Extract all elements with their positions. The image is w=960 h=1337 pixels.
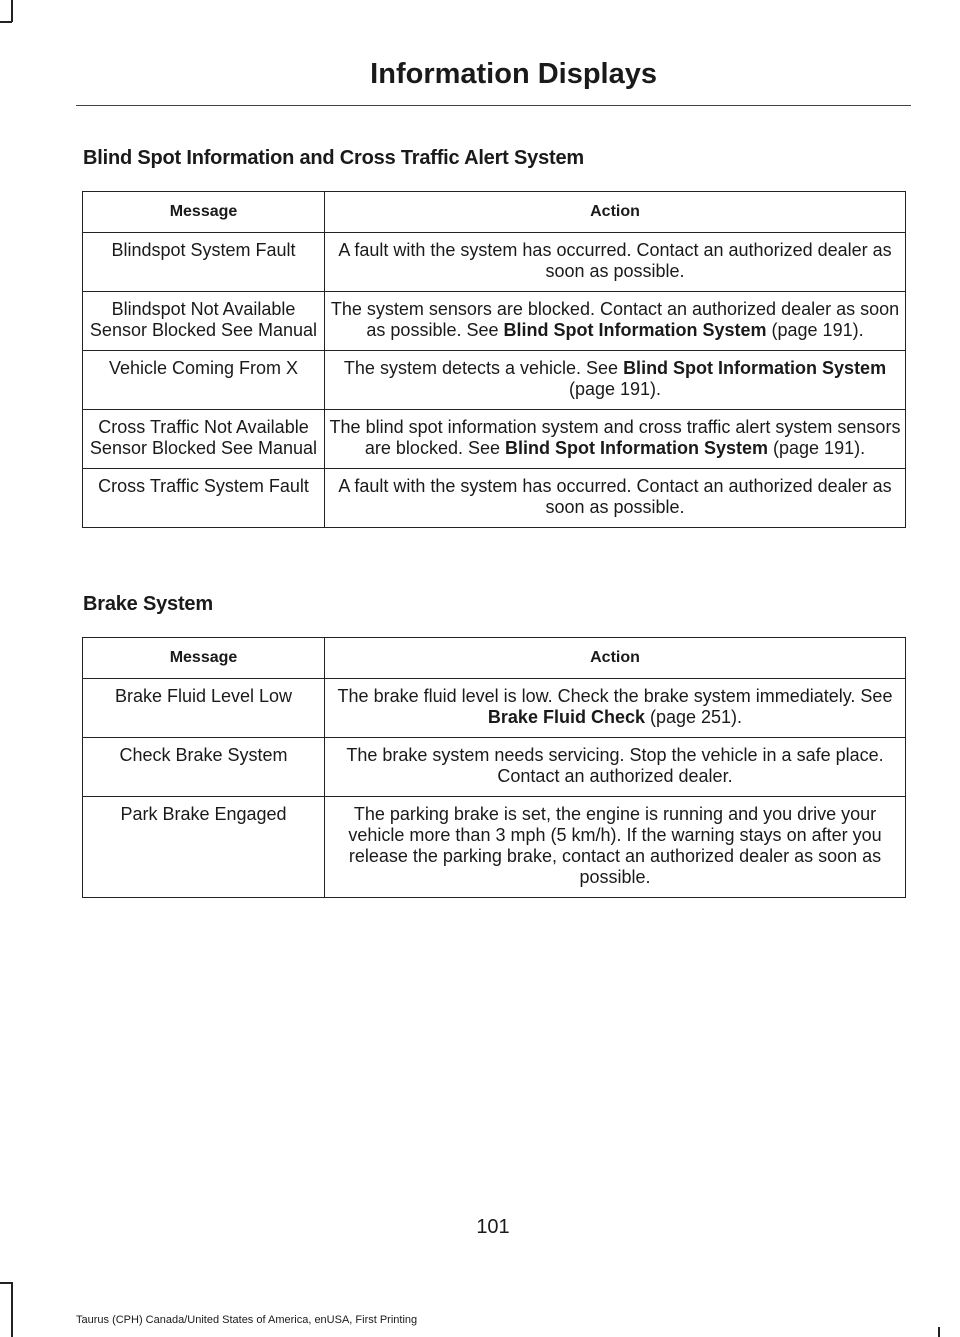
message-cell: Brake Fluid Level Low	[83, 679, 325, 738]
table-row	[83, 233, 906, 292]
action-cell	[325, 410, 906, 469]
crop-mark-bottom-left-vertical	[11, 1282, 13, 1337]
action-cell	[325, 351, 906, 410]
action-cell	[325, 469, 906, 528]
table-header-row	[83, 192, 906, 233]
action-text: The parking brake is set, the engine is running and you drive your vehicle more than 3 mph (5 km/h). If the warning stays on after you release the parking brake, contact an authorized dealer as soon as possible.	[348, 804, 882, 887]
message-cell: Check Brake System	[83, 738, 325, 797]
crop-mark-top-left-vertical	[11, 0, 13, 22]
message-cell: Vehicle Coming From X	[83, 351, 325, 410]
cross-reference-link: Brake Fluid Check	[487, 707, 645, 727]
print-info: Taurus (CPH) Canada/United States of America, enUSA, First Printing	[76, 1314, 418, 1326]
action-text: The blind spot information system and cross traffic alert system sensors are blocked. See	[329, 417, 901, 458]
table-row	[83, 797, 906, 898]
brake-system-message-table	[82, 637, 906, 898]
action-text: A fault with the system has occurred. Contact an authorized dealer as soon as possible.	[338, 476, 892, 517]
column-header-action: Action	[325, 192, 906, 233]
action-cell	[325, 679, 906, 738]
section-heading-blind-spot: Blind Spot Information and Cross Traffic Alert System	[83, 147, 584, 169]
column-header-message: Message	[83, 638, 325, 679]
header-divider	[76, 105, 911, 106]
table-header-row	[83, 638, 906, 679]
action-text: (page 251).	[644, 707, 743, 727]
table-row	[83, 410, 906, 469]
message-cell: Cross Traffic Not Available Sensor Blocked See Manual	[83, 410, 325, 469]
page-title: Information Displays	[370, 58, 657, 90]
page-number: 101	[476, 1216, 510, 1238]
message-cell: Blindspot Not Available Sensor Blocked See Manual	[83, 292, 325, 351]
message-cell: Blindspot System Fault	[83, 233, 325, 292]
column-header-action: Action	[325, 638, 906, 679]
crop-mark-bottom-right-vertical	[938, 1327, 940, 1337]
blind-spot-message-table	[82, 191, 906, 528]
action-cell	[325, 233, 906, 292]
table-row	[83, 292, 906, 351]
column-header-message: Message	[83, 192, 325, 233]
table-row	[83, 738, 906, 797]
table-row	[83, 351, 906, 410]
blind-spot-table-body	[83, 233, 906, 528]
action-text: The system sensors are blocked. Contact an authorized dealer as soon as possible. See	[330, 299, 900, 340]
crop-mark-top-left-horizontal	[0, 21, 12, 23]
action-text: (page 191).	[568, 379, 662, 399]
message-cell: Park Brake Engaged	[83, 797, 325, 898]
brake-system-table-body	[83, 679, 906, 898]
action-text: A fault with the system has occurred. Contact an authorized dealer as soon as possible.	[338, 240, 892, 281]
action-cell	[325, 797, 906, 898]
action-cell	[325, 738, 906, 797]
section-heading-brake-system: Brake System	[83, 593, 213, 615]
action-text: The brake fluid level is low. Check the brake system immediately. See	[337, 686, 893, 706]
action-text: The system detects a vehicle. See	[343, 358, 624, 378]
action-cell	[325, 292, 906, 351]
table-row	[83, 469, 906, 528]
action-text: The brake system needs servicing. Stop the vehicle in a safe place. Contact an authorized dealer.	[346, 745, 884, 786]
table-row	[83, 679, 906, 738]
message-cell: Cross Traffic System Fault	[83, 469, 325, 528]
cross-reference-link: Blind Spot Information System	[503, 320, 767, 340]
cross-reference-link: Blind Spot Information System	[623, 358, 887, 378]
action-text: (page 191).	[766, 320, 864, 340]
crop-mark-bottom-left-horizontal	[0, 1282, 12, 1284]
action-text: (page 191).	[768, 438, 866, 458]
cross-reference-link: Blind Spot Information System	[505, 438, 769, 458]
